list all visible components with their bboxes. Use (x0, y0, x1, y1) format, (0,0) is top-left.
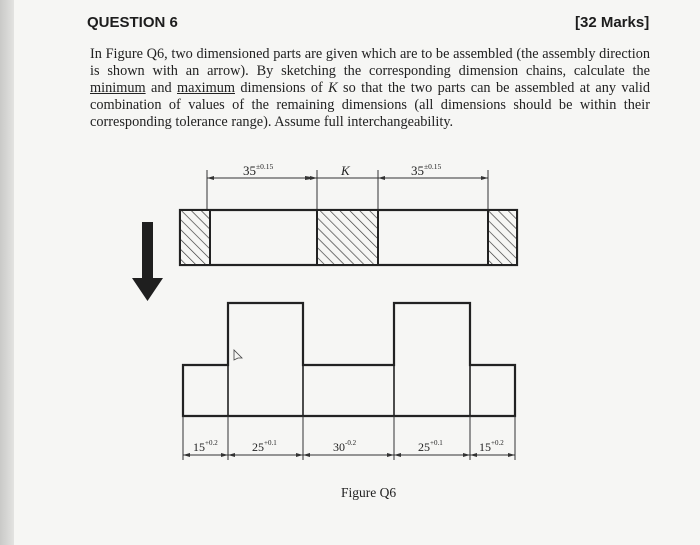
top-dim-k: K (341, 163, 350, 178)
keyword-minimum: minimum (90, 80, 146, 96)
hatch-middle (318, 211, 378, 264)
arrowhead (463, 453, 470, 457)
bottom-dimension-chain (183, 416, 515, 460)
bottom-dim-5: $15^{+0.2}$ (479, 439, 504, 454)
arrowhead (470, 453, 477, 457)
arrowhead (296, 453, 303, 457)
question-text-part1: In Figure Q6, two dimensioned parts are given which are to be assembled (the assembly direction is shown with an arrow). By sketching the corresponding dimension chains, calculate the (90, 46, 650, 79)
question-text-and: and (145, 80, 177, 96)
arrowhead (394, 453, 401, 457)
question-title: QUESTION 6 (87, 14, 178, 31)
figure-caption: Figure Q6 (341, 485, 397, 500)
symbol-k: K (328, 80, 338, 96)
hatch-right (489, 211, 516, 264)
question-text-part2: dimensions of (234, 80, 329, 96)
question-text-part3: so that the two parts can be assembled at any valid combination of values of the remaining dimensions (all dimensions should be within their corresponding tolerance range). Assume full interchangeability. (90, 80, 651, 130)
top-dim-1: $35^{\pm 0.15}$ (243, 162, 274, 178)
arrowhead (183, 453, 190, 457)
arrowhead (387, 453, 394, 457)
arrowhead (481, 176, 488, 180)
arrow-shaft (142, 222, 153, 280)
arrowhead (303, 453, 310, 457)
bottom-dim-1: $15^{+0.2}$ (193, 439, 218, 454)
arrowhead (221, 453, 228, 457)
arrowhead (508, 453, 515, 457)
keyword-maximum: maximum (177, 80, 235, 96)
top-part (180, 210, 517, 265)
arrow-head (132, 278, 163, 301)
bottom-part-outline (183, 303, 515, 416)
assembly-direction-arrow (132, 222, 163, 301)
arrowhead (207, 176, 214, 180)
arrowhead (228, 453, 235, 457)
arrowhead (378, 176, 385, 180)
bottom-dim-4: $25^{+0.1}$ (418, 439, 443, 454)
question-marks: [32 Marks] (575, 14, 650, 31)
bottom-dim-2: $25^{+0.1}$ (252, 439, 277, 454)
bottom-dim-3: $30^{-0.2}$ (333, 439, 357, 454)
bottom-part (183, 303, 515, 416)
hatch-left (181, 211, 210, 264)
top-dim-3: $35^{\pm 0.15}$ (411, 162, 442, 178)
top-dimension-chain (207, 162, 488, 210)
